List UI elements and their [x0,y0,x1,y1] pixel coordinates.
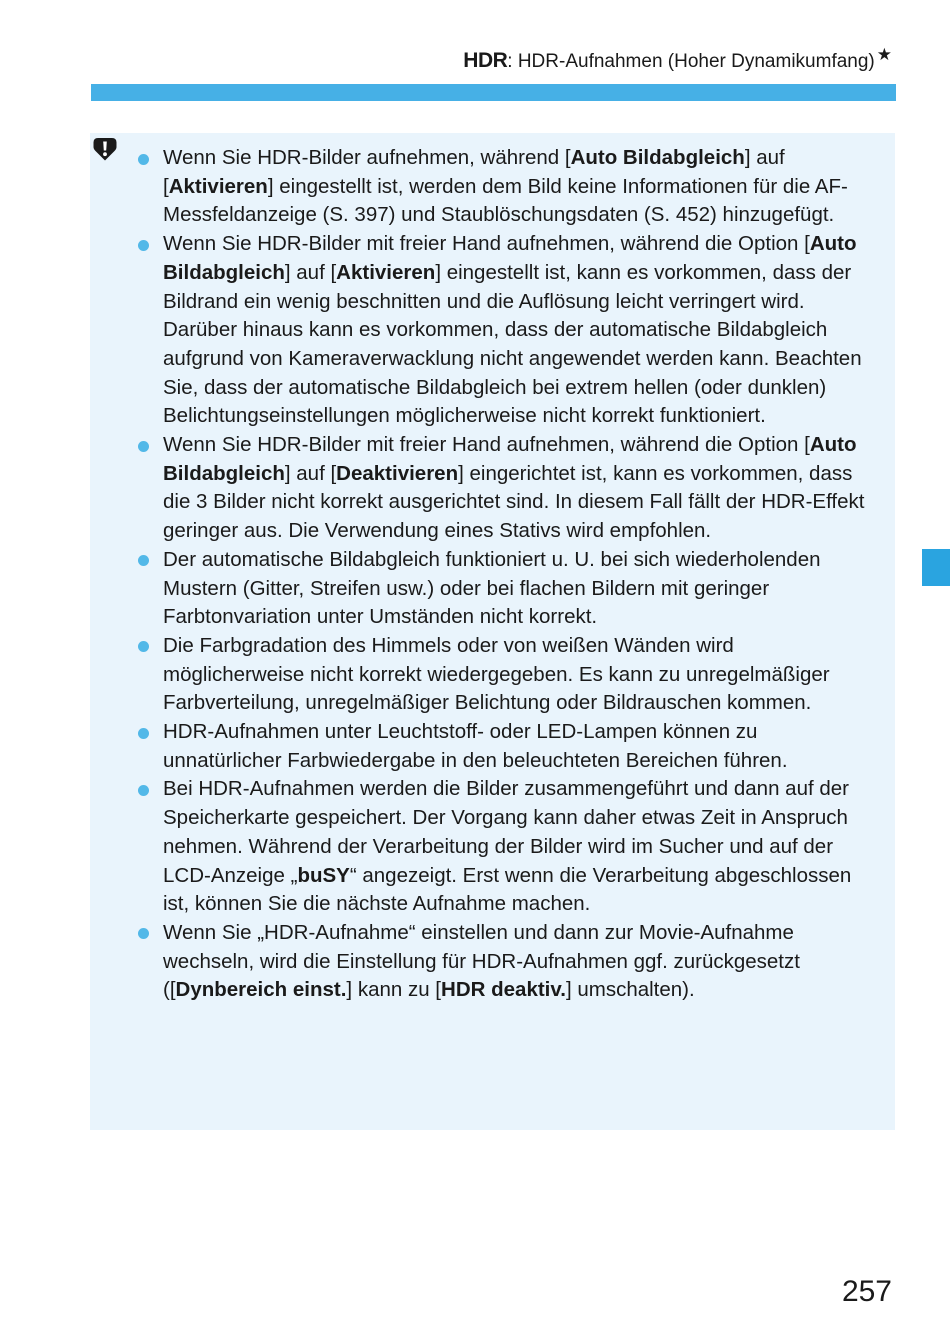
list-item [163,230,875,431]
text-segment: Der automatische Bildabgleich funktioniert u. U. bei sich wiederholenden Mustern (Gitter, Streifen usw.) oder bei flachen Bildern mit geringer Farbtonvariation unter Umständen nicht korrekt. [163,547,821,629]
list-item [163,775,875,919]
bold-menu-term: Auto Bildabgleich [163,433,857,485]
page-number: 257 [841,1275,892,1308]
text-segment: Die Farbgradation des Himmels oder von weißen Wänden wird möglicherweise nicht korrekt wiedergegeben. Es kann zu unregelmäßiger Farbverteilung, unregelmäßiger Belichtung oder Bildrauschen kommen. [163,633,830,715]
bold-menu-term: Deaktivieren [336,461,459,485]
bold-menu-term: Auto Bildabgleich [570,146,745,169]
bold-menu-term: Dynbereich einst. [175,978,347,1002]
text-segment: ] umschalten). [565,978,695,1002]
list-item [163,632,875,718]
header-title: : HDR-Aufnahmen (Hoher Dynamikumfang) [507,51,875,72]
list-item [163,431,875,546]
hdr-mode-mark: HDR [463,49,508,72]
bold-menu-term: Aktivieren [168,174,268,198]
text-segment: ] auf [ [163,146,785,198]
list-item [163,144,875,230]
caution-box [90,133,895,1130]
text-segment: ] kann zu [ [346,978,442,1002]
text-segment: ] auf [ [284,260,337,284]
bold-menu-term: Aktivieren [336,260,436,284]
star-icon: ★ [876,44,892,64]
list-item [163,919,875,1005]
header-rule-bar [91,84,896,101]
bold-menu-term: Auto Bildabgleich [163,232,857,284]
caution-exclamation-icon [90,135,120,165]
list-item [163,718,875,775]
text-segment: Wenn Sie HDR-Bilder mit freier Hand aufnehmen, während die Option [ [163,433,810,457]
caution-list [163,144,875,1005]
bold-menu-term: buSY [297,863,350,887]
running-header [463,44,892,75]
text-segment: Wenn Sie HDR-Bilder aufnehmen, während [ [163,146,571,169]
text-segment: ] auf [ [284,461,337,485]
text-segment: Bei HDR-Aufnahmen werden die Bilder zusammengeführt und dann auf der Speicherkarte gespeichert. Der Vorgang kann daher etwas Zeit in Anspruch nehmen. Während der Verarbeitung der Bilder wird im Sucher und auf der LCD-Anzeige „ [163,777,849,887]
text-segment: ] eingestellt ist, werden dem Bild keine Informationen für die AF-Messfeldanzeige (S. 397) und Staublöschungsdaten (S. 452) hinzugefügt. [163,174,848,227]
chapter-side-tab [922,549,950,586]
list-item [163,546,875,632]
text-segment: ] eingerichtet ist, kann es vorkommen, dass die 3 Bilder nicht korrekt ausgerichtet sind. In diesem Fall fällt der HDR-Effekt geringer aus. Die Verwendung eines Stativs wird empfohlen. [163,461,865,543]
text-segment: Wenn Sie HDR-Bilder mit freier Hand aufnehmen, während die Option [ [163,232,810,256]
text-segment: ] eingestellt ist, kann es vorkommen, dass der Bildrand ein wenig beschnitten und die Auflösung leicht verringert wird. Darüber hinaus kann es vorkommen, dass der automatische Bildabgleich aufgrund von Kameraverwacklung nicht angewendet werden kann. Beachten Sie, dass der automatische Bildabgleich bei extrem hellen (oder dunklen) Belichtungseinstellungen möglicherweise nicht korrekt funktioniert. [163,260,862,428]
bold-menu-term: HDR deaktiv. [441,978,566,1002]
text-segment: HDR-Aufnahmen unter Leuchtstoff- oder LED-Lampen können zu unnatürlicher Farbwiedergabe in den beleuchteten Bereichen führen. [163,720,788,772]
text-segment: Wenn Sie „HDR-Aufnahme“ einstellen und dann zur Movie-Aufnahme wechseln, wird die Einstellung für HDR-Aufnahmen ggf. zurückgesetzt ([ [163,920,800,1002]
text-segment: “ angezeigt. Erst wenn die Verarbeitung abgeschlossen ist, können Sie die nächste Aufnahme machen. [163,863,852,916]
